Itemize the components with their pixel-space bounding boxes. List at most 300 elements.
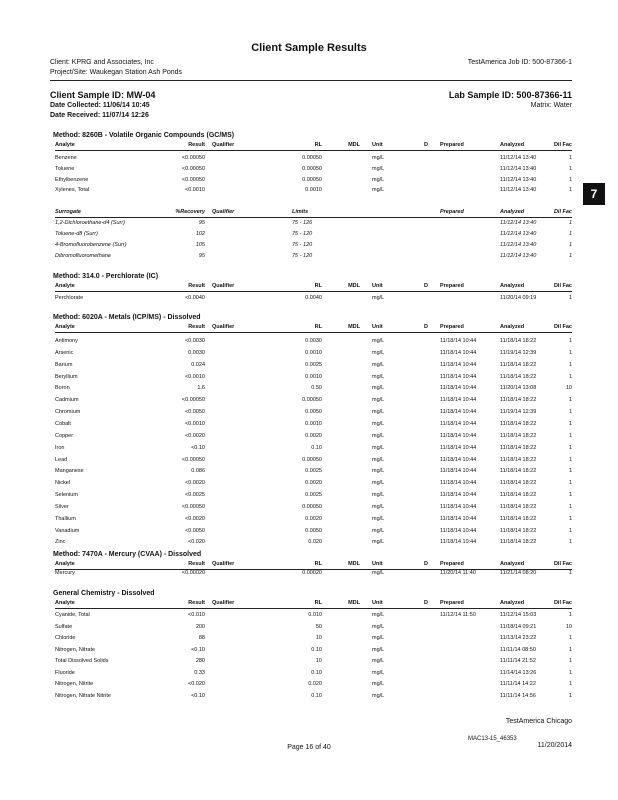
- table-cell-analyte: Toluene: [55, 165, 75, 172]
- table-cell-rl: 0.00050: [302, 397, 322, 404]
- surrogate-cell-analyzed: 11/12/14 13:40: [500, 242, 537, 248]
- table-cell-analyzed: 11/18/14 18:22: [500, 397, 537, 404]
- table-cell-dilfac: 1: [568, 539, 572, 546]
- table-cell-analyzed: 11/18/14 18:22: [500, 444, 537, 451]
- column-header-analyzed: Analyzed: [500, 600, 525, 606]
- method-title: Method: 7470A - Mercury (CVAA) - Dissolved: [53, 551, 202, 558]
- table-cell-analyzed: 11/18/14 18:22: [500, 527, 537, 534]
- surrogate-header-qualifier: Qualifier: [212, 209, 235, 215]
- job-id: TestAmerica Job ID: 500-87366-1: [467, 59, 572, 66]
- table-cell-analyzed: 11/12/14 13:40: [500, 155, 537, 161]
- column-header-unit: Unit: [372, 600, 383, 606]
- table-cell-result: <0.10: [191, 444, 205, 451]
- table-cell-dilfac: 1: [568, 669, 572, 676]
- table-cell-analyzed: 11/11/14 14:22: [500, 681, 536, 687]
- column-header-unit: Unit: [372, 324, 383, 330]
- table-cell-rl: 0.10: [311, 444, 322, 451]
- table-cell-result: 88: [198, 635, 205, 641]
- surrogate-cell-dilfac: 1: [568, 220, 572, 226]
- table-cell-unit: mg/L: [372, 385, 385, 392]
- table-cell-rl: 0.10: [311, 669, 322, 676]
- surrogate-cell-surrogate: Toluene-d8 (Surr): [55, 231, 98, 237]
- table-cell-result: <0.020: [188, 681, 205, 687]
- table-cell-prepared: 11/18/14 10:44: [440, 420, 477, 427]
- table-cell-rl: 0.0010: [305, 187, 322, 194]
- table-cell-analyte: Copper: [55, 432, 74, 439]
- column-header-unit: Unit: [372, 142, 383, 148]
- table-cell-analyzed: 11/18/14 18:22: [500, 420, 537, 427]
- table-cell-result: <0.00050: [181, 503, 205, 510]
- table-cell-result: <0.010: [188, 612, 205, 618]
- table-cell-analyzed: 11/18/14 18:22: [500, 468, 537, 475]
- table-cell-rl: 0.0010: [305, 349, 322, 356]
- column-header-analyzed: Analyzed: [500, 142, 525, 148]
- table-cell-analyzed: 11/18/14 18:22: [500, 480, 537, 487]
- table-cell-rl: 0.0050: [305, 527, 322, 534]
- matrix: Matrix: Water: [530, 102, 572, 109]
- footer-doc-id: MAC13-15_46353: [468, 736, 517, 742]
- table-cell-dilfac: 1: [568, 456, 572, 463]
- table-cell-rl: 0.00020: [302, 570, 322, 576]
- table-cell-result: 0.024: [191, 361, 205, 368]
- column-header-prepared: Prepared: [440, 561, 464, 567]
- table-cell-analyzed: 11/13/14 23:22: [500, 635, 537, 641]
- column-header-qualifier: Qualifier: [212, 142, 235, 148]
- table-cell-analyte: Nitrogen, Nitrite: [55, 681, 94, 687]
- table-cell-analyte: Nitrogen, Nitrate: [55, 646, 96, 653]
- column-header-analyzed: Analyzed: [500, 283, 525, 289]
- table-cell-unit: mg/L: [372, 187, 385, 194]
- table-cell-unit: mg/L: [372, 658, 385, 664]
- table-cell-dilfac: 1: [568, 681, 572, 687]
- page-title: Client Sample Results: [251, 42, 367, 54]
- table-cell-result: <0.00050: [181, 456, 205, 463]
- table-cell-unit: mg/L: [372, 503, 385, 510]
- table-cell-analyzed: 11/12/14 13:40: [500, 165, 537, 172]
- table-cell-unit: mg/L: [372, 646, 385, 653]
- table-cell-analyte: Iron: [55, 444, 65, 451]
- table-cell-result: <0.00050: [181, 155, 205, 161]
- table-cell-unit: mg/L: [372, 420, 385, 427]
- table-cell-rl: 0.00050: [302, 165, 322, 172]
- table-cell-analyzed: 11/18/14 18:22: [500, 456, 537, 463]
- table-cell-analyte: Selenium: [55, 492, 78, 499]
- table-cell-dilfac: 1: [568, 349, 572, 356]
- table-cell-dilfac: 1: [568, 432, 572, 439]
- table-cell-analyzed: 11/12/14 15:03: [500, 612, 537, 618]
- table-cell-result: 0.0030: [188, 349, 205, 356]
- table-cell-unit: mg/L: [372, 361, 385, 368]
- table-cell-prepared: 11/18/14 10:44: [440, 409, 477, 416]
- table-cell-result: 0.086: [191, 468, 205, 475]
- table-cell-result: <0.0010: [184, 187, 205, 194]
- table-cell-rl: 0.10: [311, 692, 322, 699]
- table-cell-analyte: Sulfate: [55, 623, 73, 630]
- table-cell-analyzed: 11/19/14 12:39: [500, 409, 537, 416]
- column-header-qualifier: Qualifier: [212, 600, 235, 606]
- table-cell-rl: 0.0020: [305, 515, 322, 522]
- table-cell-analyzed: 11/12/14 13:40: [500, 176, 537, 183]
- table-cell-analyzed: 11/20/14 13:08: [500, 385, 537, 392]
- table-cell-analyte: Manganese: [55, 468, 84, 475]
- table-cell-analyte: Fluoride: [55, 669, 75, 676]
- table-cell-result: <0.00050: [181, 176, 205, 183]
- date-collected: Date Collected: 11/06/14 10:45: [50, 102, 150, 109]
- footer-lab: TestAmerica Chicago: [505, 718, 572, 725]
- table-cell-analyte: Silver: [55, 503, 69, 510]
- column-header-result: Result: [188, 561, 205, 567]
- table-cell-result: <0.0030: [184, 338, 205, 344]
- lab-sample-id: Lab Sample ID: 500-87366-11: [448, 90, 572, 100]
- table-cell-result: 0.33: [194, 669, 205, 676]
- table-cell-analyte: Barium: [55, 361, 73, 368]
- table-cell-rl: 0.00050: [302, 503, 322, 510]
- table-cell-dilfac: 1: [568, 373, 572, 380]
- table-cell-prepared: 11/18/14 10:44: [440, 349, 477, 356]
- table-cell-unit: mg/L: [372, 295, 385, 301]
- table-cell-prepared: 11/18/14 10:44: [440, 361, 477, 368]
- column-header-qualifier: Qualifier: [212, 283, 235, 289]
- table-rule: [55, 608, 572, 609]
- table-cell-result: <0.10: [191, 646, 205, 653]
- column-header-analyzed: Analyzed: [500, 561, 525, 567]
- column-header-rl: RL: [314, 561, 322, 567]
- table-cell-rl: 0.0025: [305, 492, 322, 499]
- table-cell-dilfac: 1: [568, 176, 572, 183]
- column-header-unit: Unit: [372, 283, 383, 289]
- column-header-analyte: Analyte: [55, 600, 75, 606]
- table-cell-unit: mg/L: [372, 349, 385, 356]
- surrogate-header-dilfac: Dil Fac: [553, 209, 572, 215]
- surrogate-cell-dilfac: 1: [568, 242, 572, 248]
- table-cell-result: <0.00050: [181, 165, 205, 172]
- surrogate-cell-limits: 75 - 120: [292, 242, 313, 248]
- table-cell-unit: mg/L: [372, 397, 385, 404]
- table-cell-prepared: 11/18/14 10:44: [440, 527, 477, 534]
- table-cell-unit: mg/L: [372, 515, 385, 522]
- table-cell-dilfac: 1: [568, 646, 572, 653]
- table-cell-analyte: Benzene: [55, 155, 77, 161]
- table-cell-rl: 0.0030: [305, 338, 322, 344]
- table-cell-rl: 10: [315, 635, 322, 641]
- table-cell-dilfac: 1: [568, 361, 572, 368]
- table-cell-unit: mg/L: [372, 444, 385, 451]
- table-cell-result: <0.0020: [184, 515, 205, 522]
- table-cell-analyte: Beryllium: [55, 373, 78, 380]
- table-cell-result: <0.10: [191, 692, 205, 699]
- table-cell-unit: mg/L: [372, 623, 385, 630]
- table-cell-dilfac: 1: [568, 527, 572, 534]
- table-cell-analyzed: 11/18/14 18:22: [500, 373, 537, 380]
- table-cell-analyte: Boron: [55, 385, 70, 392]
- table-cell-dilfac: 1: [568, 397, 572, 404]
- table-cell-prepared: 11/18/14 10:44: [440, 373, 477, 380]
- column-header-analyte: Analyte: [55, 561, 75, 567]
- table-cell-result: <0.00020: [181, 570, 205, 576]
- table-cell-dilfac: 1: [568, 155, 572, 161]
- table-cell-prepared: 11/12/14 11:50: [440, 612, 476, 618]
- footer-page: Page 16 of 40: [287, 744, 331, 751]
- table-cell-rl: 0.00050: [302, 456, 322, 463]
- table-cell-analyte: Total Dissolved Solids: [55, 658, 109, 664]
- table-cell-analyzed: 11/18/14 18:22: [500, 361, 537, 368]
- table-cell-unit: mg/L: [372, 409, 385, 416]
- table-cell-dilfac: 1: [568, 635, 572, 641]
- table-cell-prepared: 11/18/14 10:44: [440, 468, 477, 475]
- column-header-d: D: [424, 561, 428, 567]
- table-cell-unit: mg/L: [372, 432, 385, 439]
- surrogate-cell-dilfac: 1: [568, 231, 572, 237]
- table-rule: [55, 291, 572, 292]
- table-cell-analyte: Cyanide, Total: [55, 612, 90, 618]
- surrogate-cell-analyzed: 11/12/14 13:40: [500, 220, 537, 226]
- column-header-prepared: Prepared: [440, 324, 464, 330]
- table-cell-analyte: Arsenic: [55, 349, 74, 356]
- table-cell-unit: mg/L: [372, 155, 385, 161]
- surrogate-header-analyzed: Analyzed: [500, 209, 525, 215]
- header-rule: [50, 80, 572, 81]
- table-cell-analyzed: 11/21/14 08:20: [500, 570, 537, 576]
- table-cell-unit: mg/L: [372, 539, 385, 546]
- column-header-result: Result: [188, 142, 205, 148]
- table-cell-result: 280: [195, 658, 205, 664]
- column-header-rl: RL: [314, 600, 322, 606]
- column-header-mdl: MDL: [348, 142, 360, 148]
- surrogate-cell-dilfac: 1: [568, 253, 572, 259]
- table-cell-unit: mg/L: [372, 570, 385, 576]
- table-cell-rl: 0.0020: [305, 480, 322, 487]
- table-cell-prepared: 11/18/14 10:44: [440, 503, 477, 510]
- table-cell-rl: 0.0010: [305, 373, 322, 380]
- table-cell-analyte: Chloride: [55, 635, 76, 641]
- project-site: Project/Site: Waukegan Station Ash Ponds: [50, 69, 183, 76]
- surrogate-cell-recovery: 95: [198, 253, 205, 259]
- table-cell-analyzed: 11/18/14 18:22: [500, 338, 537, 344]
- client-sample-id: Client Sample ID: MW-04: [50, 90, 156, 100]
- table-cell-dilfac: 1: [568, 503, 572, 510]
- surrogate-header-limits: Limits: [292, 209, 309, 215]
- table-cell-dilfac: 1: [568, 692, 572, 699]
- column-header-rl: RL: [314, 283, 322, 289]
- table-cell-dilfac: 1: [568, 492, 572, 499]
- table-cell-prepared: 11/18/14 10:44: [440, 444, 477, 451]
- column-header-mdl: MDL: [348, 324, 360, 330]
- table-cell-dilfac: 1: [568, 480, 572, 487]
- table-cell-analyte: Nickel: [55, 480, 70, 487]
- column-header-dilfac: Dil Fac: [553, 324, 572, 330]
- table-cell-analyzed: 11/11/14 14:56: [500, 692, 536, 699]
- column-header-qualifier: Qualifier: [212, 324, 235, 330]
- surrogate-cell-surrogate: Dibromofluoromethane: [55, 253, 111, 259]
- table-cell-rl: 10: [315, 658, 322, 664]
- column-header-d: D: [424, 283, 428, 289]
- table-cell-result: <0.0050: [184, 409, 205, 416]
- table-cell-unit: mg/L: [372, 338, 385, 344]
- table-cell-analyte: Perchlorate: [55, 295, 84, 301]
- table-cell-dilfac: 1: [568, 444, 572, 451]
- table-rule: [55, 217, 572, 218]
- table-cell-unit: mg/L: [372, 165, 385, 172]
- table-cell-unit: mg/L: [372, 681, 385, 687]
- column-header-prepared: Prepared: [440, 142, 464, 148]
- table-cell-analyzed: 11/18/14 18:22: [500, 515, 537, 522]
- table-cell-dilfac: 1: [568, 165, 572, 172]
- table-rule: [55, 332, 572, 333]
- table-cell-result: <0.0020: [184, 480, 205, 487]
- method-title: Method: 8260B - Volatile Organic Compounds (GC/MS): [53, 132, 235, 139]
- table-cell-analyzed: 11/19/14 12:39: [500, 349, 537, 356]
- method-title: Method: 314.0 - Perchlorate (IC): [53, 273, 159, 280]
- table-cell-analyzed: 11/18/14 18:22: [500, 432, 537, 439]
- footer-date: 11/20/2014: [537, 742, 572, 749]
- table-cell-rl: 0.020: [308, 539, 322, 546]
- surrogate-header-recovery: %Recovery: [175, 209, 205, 215]
- table-cell-unit: mg/L: [372, 612, 385, 618]
- table-cell-result: <0.0040: [184, 295, 205, 301]
- table-cell-analyzed: 11/18/14 18:22: [500, 539, 537, 546]
- column-header-result: Result: [188, 324, 205, 330]
- table-cell-rl: 50: [315, 623, 322, 630]
- table-cell-analyzed: 11/18/14 18:22: [500, 492, 537, 499]
- column-header-analyte: Analyte: [55, 324, 75, 330]
- column-header-analyte: Analyte: [55, 283, 75, 289]
- table-cell-analyte: Nitrogen, Nitrate Nitrite: [55, 692, 111, 699]
- table-cell-rl: 0.010: [308, 612, 322, 618]
- column-header-dilfac: Dil Fac: [553, 561, 572, 567]
- surrogate-cell-analyzed: 11/12/14 13:40: [500, 253, 537, 259]
- table-cell-rl: 0.50: [311, 385, 322, 392]
- column-header-analyzed: Analyzed: [500, 324, 525, 330]
- table-cell-analyte: Antimony: [55, 338, 78, 344]
- table-rule: [55, 150, 572, 151]
- table-cell-dilfac: 10: [565, 385, 572, 392]
- column-header-unit: Unit: [372, 561, 383, 567]
- table-cell-dilfac: 1: [568, 295, 572, 301]
- table-cell-prepared: 11/20/14 11:40: [440, 570, 476, 576]
- table-cell-result: 200: [195, 623, 205, 630]
- column-header-analyte: Analyte: [55, 142, 75, 148]
- table-cell-prepared: 11/18/14 10:44: [440, 492, 477, 499]
- table-cell-analyzed: 11/11/14 08:50: [500, 646, 536, 653]
- table-cell-dilfac: 1: [568, 409, 572, 416]
- table-cell-analyte: Zinc: [55, 539, 66, 546]
- table-cell-rl: 0.0020: [305, 432, 322, 439]
- surrogate-cell-limits: 75 - 126: [292, 220, 313, 226]
- table-cell-analyte: Mercury: [55, 570, 75, 576]
- date-received: Date Received: 11/07/14 12:26: [50, 112, 149, 119]
- column-header-rl: RL: [314, 324, 322, 330]
- table-cell-prepared: 11/18/14 10:44: [440, 456, 477, 463]
- table-cell-analyzed: 11/18/14 18:22: [500, 503, 537, 510]
- method-title: General Chemistry - Dissolved: [53, 590, 155, 597]
- table-cell-result: <0.0010: [184, 373, 205, 380]
- table-cell-dilfac: 1: [568, 570, 572, 576]
- table-cell-rl: 0.00050: [302, 155, 322, 161]
- table-cell-analyzed: 11/14/14 13:26: [500, 669, 537, 676]
- table-cell-dilfac: 1: [568, 612, 572, 618]
- table-cell-analyte: Thallium: [55, 515, 76, 522]
- table-cell-unit: mg/L: [372, 373, 385, 380]
- table-cell-unit: mg/L: [372, 692, 385, 699]
- table-cell-rl: 0.0010: [305, 420, 322, 427]
- column-header-d: D: [424, 324, 428, 330]
- surrogate-header-surrogate: Surrogate: [55, 209, 81, 215]
- table-cell-prepared: 11/18/14 10:44: [440, 539, 477, 546]
- table-cell-dilfac: 1: [568, 515, 572, 522]
- column-header-d: D: [424, 142, 428, 148]
- table-cell-unit: mg/L: [372, 635, 385, 641]
- surrogate-header-prepared: Prepared: [440, 209, 464, 215]
- column-header-dilfac: Dil Fac: [553, 283, 572, 289]
- table-cell-rl: 0.10: [311, 646, 322, 653]
- table-cell-analyte: Cobalt: [55, 420, 71, 427]
- table-cell-result: <0.0050: [184, 527, 205, 534]
- table-cell-rl: 0.020: [308, 681, 322, 687]
- column-header-rl: RL: [314, 142, 322, 148]
- table-cell-prepared: 11/18/14 10:44: [440, 432, 477, 439]
- table-cell-dilfac: 1: [568, 338, 572, 344]
- table-cell-analyte: Vanadium: [55, 527, 80, 534]
- surrogate-cell-limits: 75 - 120: [292, 253, 313, 259]
- table-cell-analyzed: 11/11/14 21:52: [500, 658, 536, 664]
- table-cell-unit: mg/L: [372, 527, 385, 534]
- table-cell-result: <0.020: [188, 539, 205, 546]
- table-cell-dilfac: 10: [565, 623, 572, 630]
- table-cell-result: <0.0010: [184, 420, 205, 427]
- table-cell-analyte: Xylenes, Total: [55, 187, 90, 194]
- table-cell-dilfac: 1: [568, 187, 572, 194]
- table-cell-analyte: Cadmium: [55, 397, 79, 404]
- table-cell-rl: 0.0040: [305, 295, 322, 301]
- surrogate-cell-analyzed: 11/12/14 13:40: [500, 231, 537, 237]
- surrogate-cell-surrogate: 1,2-Dichloroethane-d4 (Surr): [55, 220, 126, 226]
- table-cell-prepared: 11/18/14 10:44: [440, 480, 477, 487]
- column-header-dilfac: Dil Fac: [553, 600, 572, 606]
- table-cell-analyzed: 11/12/14 13:40: [500, 187, 537, 194]
- method-title: Method: 6020A - Metals (ICP/MS) - Dissolved: [53, 314, 201, 321]
- table-cell-unit: mg/L: [372, 456, 385, 463]
- column-header-mdl: MDL: [348, 600, 360, 606]
- surrogate-cell-recovery: 102: [195, 231, 205, 237]
- column-header-result: Result: [188, 283, 205, 289]
- column-header-d: D: [424, 600, 428, 606]
- surrogate-cell-recovery: 105: [195, 242, 205, 248]
- table-cell-result: 1.6: [197, 385, 205, 392]
- table-cell-analyzed: 11/20/14 09:19: [500, 295, 537, 301]
- column-header-qualifier: Qualifier: [212, 561, 235, 567]
- column-header-result: Result: [188, 600, 205, 606]
- surrogate-cell-surrogate: 4-Bromofluorobenzene (Surr): [55, 242, 127, 248]
- column-header-dilfac: Dil Fac: [553, 142, 572, 148]
- table-cell-result: <0.00050: [181, 397, 205, 404]
- column-header-mdl: MDL: [348, 561, 360, 567]
- column-header-mdl: MDL: [348, 283, 360, 289]
- table-cell-prepared: 11/18/14 10:44: [440, 515, 477, 522]
- surrogate-cell-recovery: 95: [198, 220, 205, 226]
- table-cell-analyte: Ethylbenzene: [55, 176, 89, 183]
- table-cell-rl: 0.0025: [305, 468, 322, 475]
- column-header-prepared: Prepared: [440, 283, 464, 289]
- client-name: Client: KPRG and Associates, Inc: [50, 59, 154, 66]
- table-cell-rl: 0.0025: [305, 361, 322, 368]
- table-cell-prepared: 11/18/14 10:44: [440, 385, 477, 392]
- table-cell-prepared: 11/18/14 10:44: [440, 338, 477, 344]
- table-cell-result: <0.0025: [184, 492, 205, 499]
- surrogate-cell-limits: 75 - 120: [292, 231, 313, 237]
- table-cell-result: <0.0020: [184, 432, 205, 439]
- table-cell-analyzed: 11/18/14 09:21: [500, 623, 537, 630]
- table-cell-unit: mg/L: [372, 492, 385, 499]
